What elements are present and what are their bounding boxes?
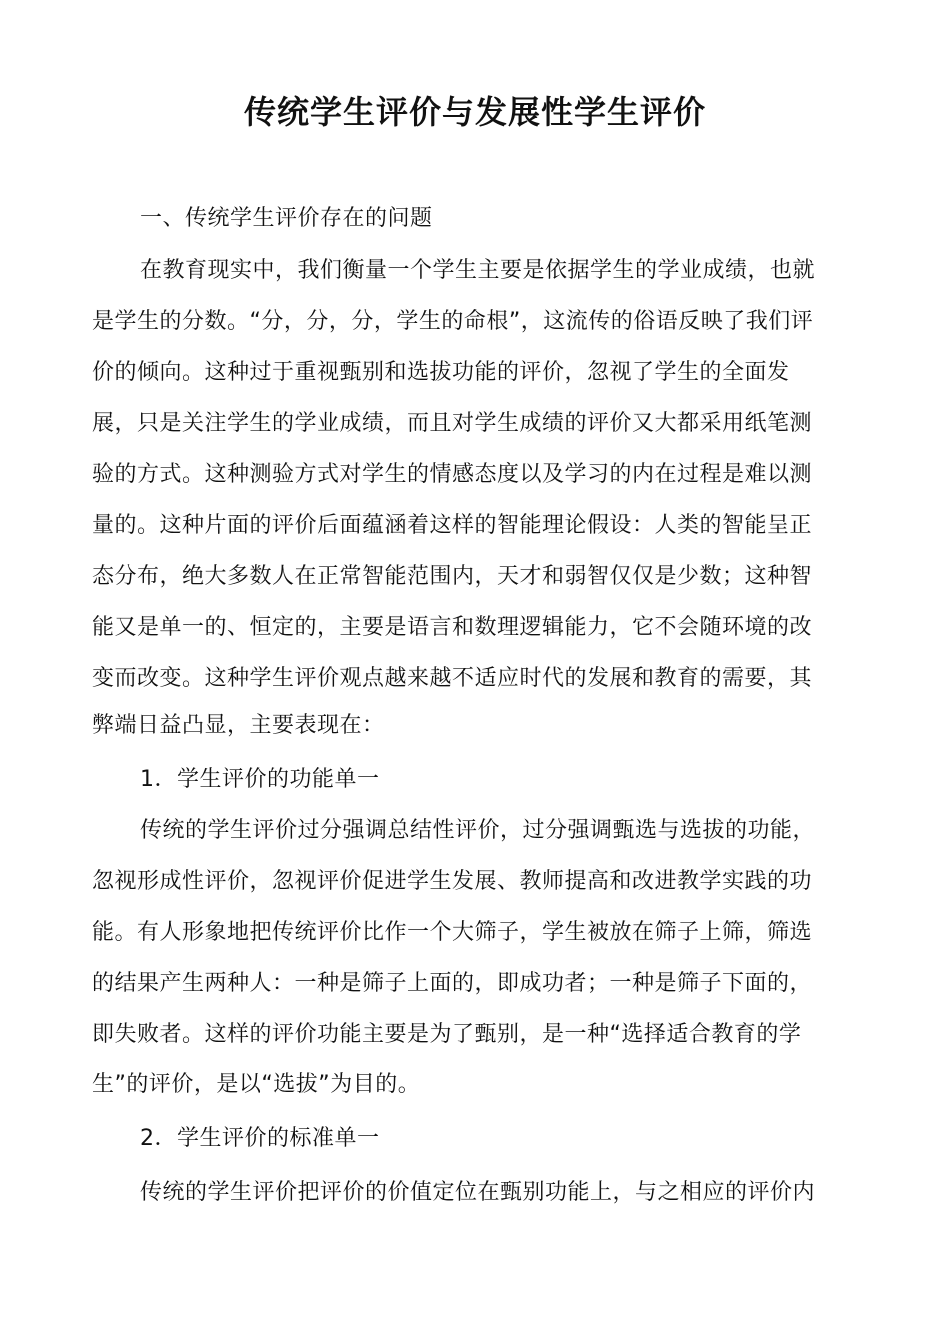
paragraph-line: 生”的评价，是以“选拔”为目的。: [92, 1072, 421, 1097]
paragraph-line: 能。有人形象地把传统评价比作一个大筛子，学生被放在筛子上筛，筛选: [92, 920, 813, 945]
paragraph-line: 在教育现实中，我们衡量一个学生主要是依据学生的学业成绩，也就: [140, 258, 816, 283]
paragraph-line: 量的。这种片面的评价后面蕴涵着这样的智能理论假设：人类的智能呈正: [92, 513, 813, 538]
paragraph-line: 价的倾向。这种过于重视甄别和选拔功能的评价，忽视了学生的全面发: [92, 360, 790, 385]
paragraph-line: 变而改变。这种学生评价观点越来越不适应时代的发展和教育的需要，其: [92, 666, 813, 691]
paragraph-line: 验的方式。这种测验方式对学生的情感态度以及学习的内在过程是难以测: [92, 462, 813, 487]
paragraph-line: 传统的学生评价过分强调总结性评价，过分强调甄选与选拔的功能，: [140, 818, 816, 843]
subheading: 2．学生评价的标准单一: [140, 1126, 380, 1151]
paragraph-line: 传统的学生评价把评价的价值定位在甄别功能上，与之相应的评价内: [140, 1180, 816, 1205]
paragraph-line: 的结果产生两种人：一种是筛子上面的，即成功者；一种是筛子下面的，: [92, 971, 813, 996]
section-heading: 一、传统学生评价存在的问题: [140, 206, 433, 231]
paragraph-line: 能又是单一的、恒定的，主要是语言和数理逻辑能力，它不会随环境的改: [92, 615, 813, 640]
paragraph-line: 忽视形成性评价，忽视评价促进学生发展、教师提高和改进教学实践的功: [92, 869, 813, 894]
paragraph-line: 是学生的分数。“分，分，分，学生的命根”，这流传的俗语反映了我们评: [92, 309, 814, 334]
paragraph-line: 展，只是关注学生的学业成绩，而且对学生成绩的评价又大都采用纸笔测: [92, 411, 813, 436]
paragraph-line: 弊端日益凸显，主要表现在：: [92, 713, 385, 738]
paragraph-line: 即失败者。这样的评价功能主要是为了甄别，是一种“选择适合教育的学: [92, 1022, 802, 1047]
document-title: 传统学生评价与发展性学生评价: [243, 93, 706, 131]
subheading: 1．学生评价的功能单一: [140, 767, 380, 792]
paragraph-line: 态分布，绝大多数人在正常智能范围内，天才和弱智仅仅是少数；这种智: [92, 564, 813, 589]
